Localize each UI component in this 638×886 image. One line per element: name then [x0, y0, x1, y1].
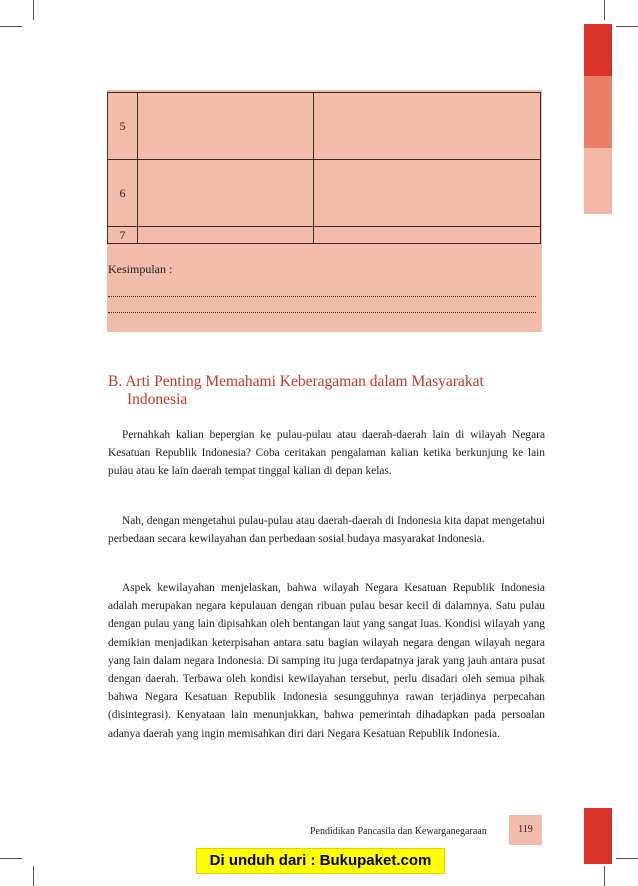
chapter-tab-mid [584, 76, 612, 148]
crop-mark [604, 0, 605, 20]
paragraph: Pernahkah kalian bepergian ke pulau-pulau atau daerah-daerah lain di wilayah Negara Kesatuan Republik Indonesia? Coba ceritakan pengalaman kalian ketika berkunjung ke lain pulau atau ke lain daerah tempat tinggal kalian di depan kelas. [108, 429, 545, 478]
book-title: Pendidikan Pancasila dan Kewarganegaraan [310, 826, 487, 837]
answer-line [108, 312, 536, 313]
paragraph: Aspek kewilayahan menjelaskan, bahwa wilayah Negara Kesatuan Republik Indonesia adalah merupakan negara kepulauan dengan ribuan pulau besar kecil di dalamnya. Satu pulau dengan pulau yang lain dipisahkan oleh bentangan laut yang sangat luas. Kondisi wilayah yang demikian menjadikan keterpisahan antara satu bagian wilayah negara dengan wilayah negara yang lain dalam negara Indonesia. Di samping itu juga terdapatnya jarak yang jauh antara pusat dengan daerah. Terbawa oleh kondisi kewilayahan tersebut, perlu disadari oleh semua pihak bahwa Negara Kesatuan Republik Indonesia sesungguhnya rawan terjadinya perpecahan (disintegrasi). Kenyataan lain menunjukkan, bahwa pemerintah dihadapkan pada persoalan adanya daerah yang ingin memisahkan diri dari Negara Kesatuan Republik Indonesia. [108, 582, 545, 740]
activity-table [107, 92, 541, 244]
row-number: 7 [108, 227, 138, 244]
heading-line-1: B. Arti Penting Memahami Keberagaman dalam Masyarakat [108, 373, 484, 390]
table-cell [138, 227, 314, 244]
table-cell [138, 93, 314, 160]
answer-line [108, 296, 536, 297]
crop-mark [33, 0, 34, 20]
chapter-tab-light [584, 148, 612, 214]
row-number: 6 [108, 160, 138, 227]
page-number: 119 [509, 815, 542, 845]
table-cell [314, 93, 541, 160]
chapter-tab-bottom [584, 808, 612, 864]
heading-line-2: Indonesia [127, 391, 188, 408]
crop-mark [0, 26, 22, 27]
crop-mark [0, 858, 22, 859]
table-cell [138, 160, 314, 227]
download-banner[interactable]: Di unduh dari : Bukupaket.com [196, 848, 445, 874]
kesimpulan-label: Kesimpulan : [108, 262, 173, 276]
crop-mark [604, 866, 605, 886]
paragraph: Nah, dengan mengetahui pulau-pulau atau daerah-daerah di Indonesia kita dapat mengetahui perbedaan secara kewilayahan dan perbedaan sosial budaya masyarakat Indonesia. [108, 515, 545, 546]
crop-mark [616, 858, 638, 859]
table-row [108, 160, 541, 227]
table-cell [314, 227, 541, 244]
crop-mark [33, 866, 34, 886]
table-cell [314, 160, 541, 227]
chapter-tab-dark [584, 24, 612, 76]
section-heading [108, 373, 548, 409]
crop-mark [616, 26, 638, 27]
table-row [108, 227, 541, 244]
row-number: 5 [108, 93, 138, 160]
table-row [108, 93, 541, 160]
